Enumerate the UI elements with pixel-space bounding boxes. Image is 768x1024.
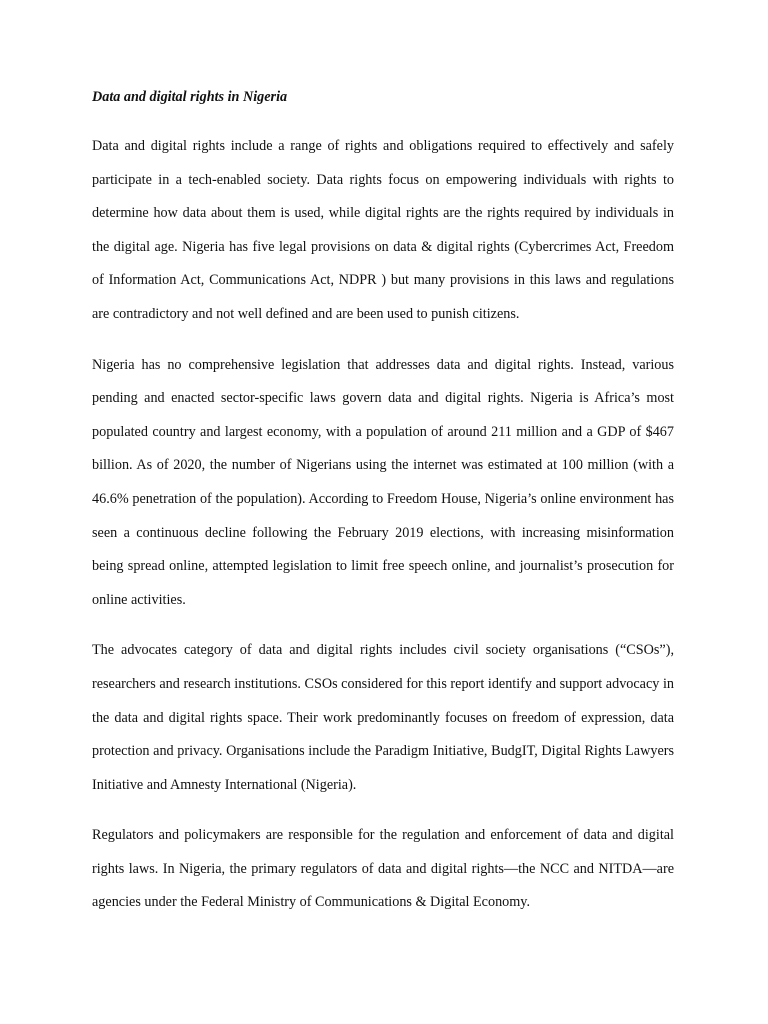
paragraph-nigeria-legislation: Nigeria has no comprehensive legislation that addresses data and digital rights. Instead, various pending and enacted sector-specific laws govern data and digital rights. Nigeria is Africa’s most populated country and largest economy, with a population of around 211 million and a GDP of $467 billion. As of 2020, the number of Nigerians using the internet was estimated at 100 million (with a 46.6% penetration of the population). According to Freedom House, Nigeria’s online environment has seen a continuous decline following the February 2019 elections, with increasing misinformation being spread online, attempted legislation to limit free speech online, and journalist’s prosecution for online activities. [92,356,674,608]
document-title: Data and digital rights in Nigeria [92,89,288,105]
paragraph-data-rights-intro: Data and digital rights include a range of rights and obligations required to effectively and safely participate in a tech-enabled society. Data rights focus on empowering individuals with rights to determine how data about them is used, while digital rights are the rights required by individuals in the digital age. Nigeria has five legal provisions on data & digital rights (Cybercrimes Act, Freedom of Information Act, Communications Act, NDPR ) but many provisions in this laws and regulations are contradictory and not well defined and are been used to punish citizens. [92,138,674,322]
paragraph-advocates: The advocates category of data and digital rights includes civil society organisations (“CSOs”), researchers and research institutions. CSOs considered for this report identify and support advocacy in the data and digital rights space. Their work predominantly focuses on freedom of expression, data protection and privacy. Organisations include the Paradigm Initiative, BudgIT, Digital Rights Lawyers Initiative and Amnesty International (Nigeria). [92,642,674,793]
paragraph-regulators: Regulators and policymakers are responsible for the regulation and enforcement of data and digital rights laws. In Nigeria, the primary regulators of data and digital rights—the NCC and NITDA—are agencies under the Federal Ministry of Communications & Digital Economy. [92,827,674,911]
